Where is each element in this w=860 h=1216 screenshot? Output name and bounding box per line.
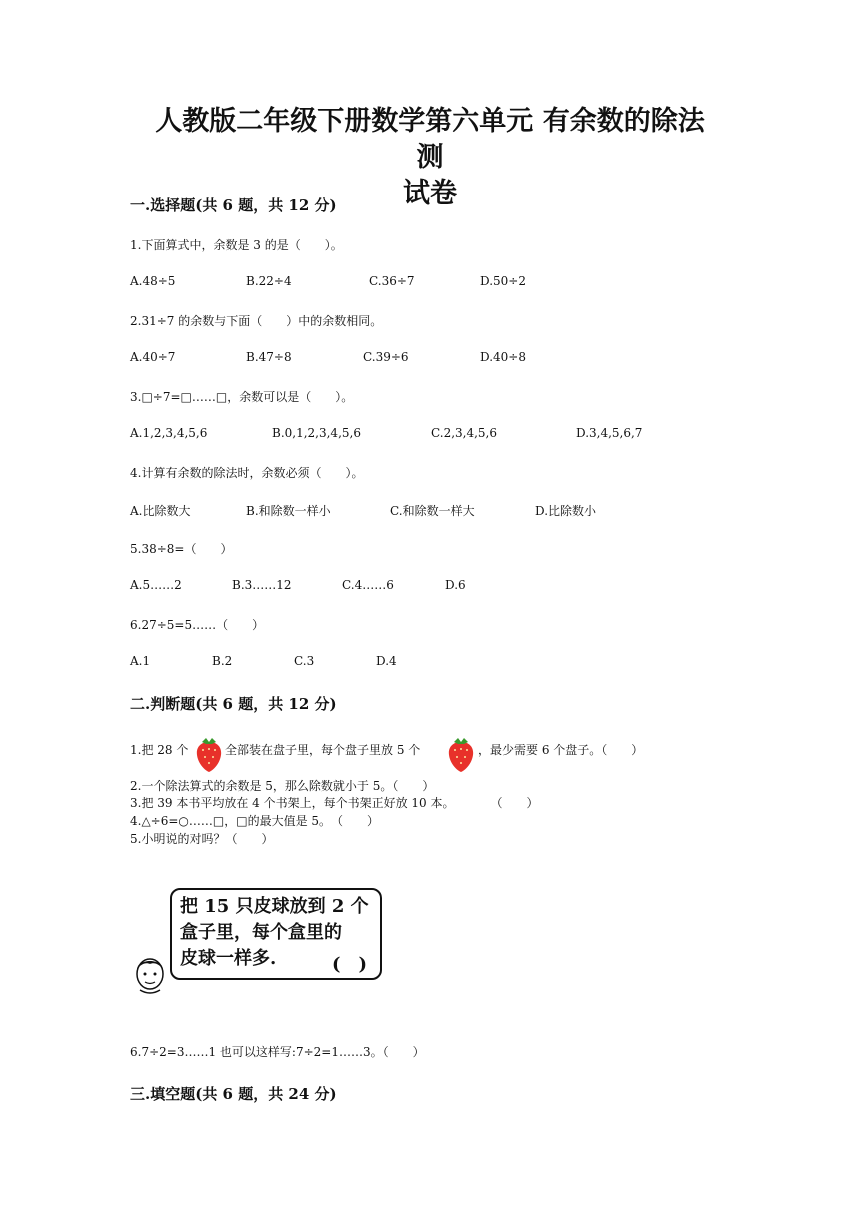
section-heading-judgment: 二.判断题(共 6 题，共 12 分) (130, 695, 337, 713)
option-d: D.6 (445, 578, 466, 592)
option-a: A.1,2,3,4,5,6 (130, 426, 208, 440)
option-d: D.4 (376, 654, 397, 668)
option-b: B.3……12 (232, 578, 292, 592)
strawberry-icon (445, 735, 477, 773)
section-heading-fill-blank: 三.填空题(共 6 题，共 24 分) (130, 1085, 337, 1103)
title-line-1: 人教版二年级下册数学第六单元 有余数的除法 测 (155, 106, 705, 173)
judgment-3: 3.把 39 本书平均放在 4 个书架上，每个书架正好放 10 本。 （ ） (130, 796, 539, 810)
question-3: 3.□÷7=□……□，余数可以是（ ）。 (130, 390, 354, 404)
judgment-4: 4.△÷6=○……□，□的最大值是 5。 （ ） (130, 814, 380, 828)
title-line-2: 试卷 (403, 178, 457, 209)
judgment-1-part-1: 1.把 28 个 (130, 743, 189, 757)
boy-illustration (130, 950, 170, 998)
judgment-1-part-3: ，最少需要 6 个盘子。（ ） (478, 743, 644, 757)
option-d: D.3,4,5,6,7 (576, 426, 643, 440)
option-c: C.4……6 (342, 578, 394, 592)
option-c: C.36÷7 (369, 274, 415, 288)
question-1: 1.下面算式中，余数是 3 的是（ ）。 (130, 238, 343, 252)
bubble-line-2: 盒子里，每个盒里的 (180, 922, 342, 943)
option-b: B.和除数一样小 (246, 504, 331, 518)
option-b: B.22÷4 (246, 274, 292, 288)
strawberry-icon (193, 735, 225, 773)
question-2: 2.31÷7 的余数与下面（ ）中的余数相同。 (130, 314, 383, 328)
bubble-line-3: 皮球一样多. (180, 948, 277, 969)
option-a: A.1 (130, 654, 151, 668)
speech-bubble (170, 888, 382, 980)
judgment-5: 5.小明说的对吗？（ ） (130, 832, 274, 846)
bubble-line-1: 把 15 只皮球放到 2 个 (180, 896, 369, 917)
option-a: A.40÷7 (130, 350, 176, 364)
option-d: D.50÷2 (480, 274, 526, 288)
option-a: A.5……2 (130, 578, 182, 592)
option-b: B.0,1,2,3,4,5,6 (272, 426, 361, 440)
option-c: C.和除数一样大 (390, 504, 475, 518)
option-d: D.比除数小 (535, 504, 597, 518)
option-c: C.3 (294, 654, 315, 668)
option-c: C.2,3,4,5,6 (431, 426, 497, 440)
question-4: 4.计算有余数的除法时，余数必须（ ）。 (130, 466, 364, 480)
judgment-6: 6.7÷2=3……1 也可以这样写:7÷2=1……3。（ ） (130, 1045, 425, 1059)
bubble-answer-paren: ( ) (332, 954, 368, 975)
option-d: D.40÷8 (480, 350, 526, 364)
judgment-1-part-2: 全部装在盘子里，每个盘子里放 5 个 (225, 743, 421, 757)
option-b: B.47÷8 (246, 350, 292, 364)
section-heading-choice: 一.选择题(共 6 题，共 12 分) (130, 196, 337, 214)
option-c: C.39÷6 (363, 350, 409, 364)
question-5: 5.38÷8=（ ） (130, 542, 233, 556)
question-6: 6.27÷5=5……（ ） (130, 618, 265, 632)
option-a: A.比除数大 (130, 504, 191, 518)
option-a: A.48÷5 (130, 274, 176, 288)
option-b: B.2 (212, 654, 233, 668)
judgment-2: 2.一个除法算式的余数是 5，那么除数就小于 5。（ ） (130, 779, 435, 793)
